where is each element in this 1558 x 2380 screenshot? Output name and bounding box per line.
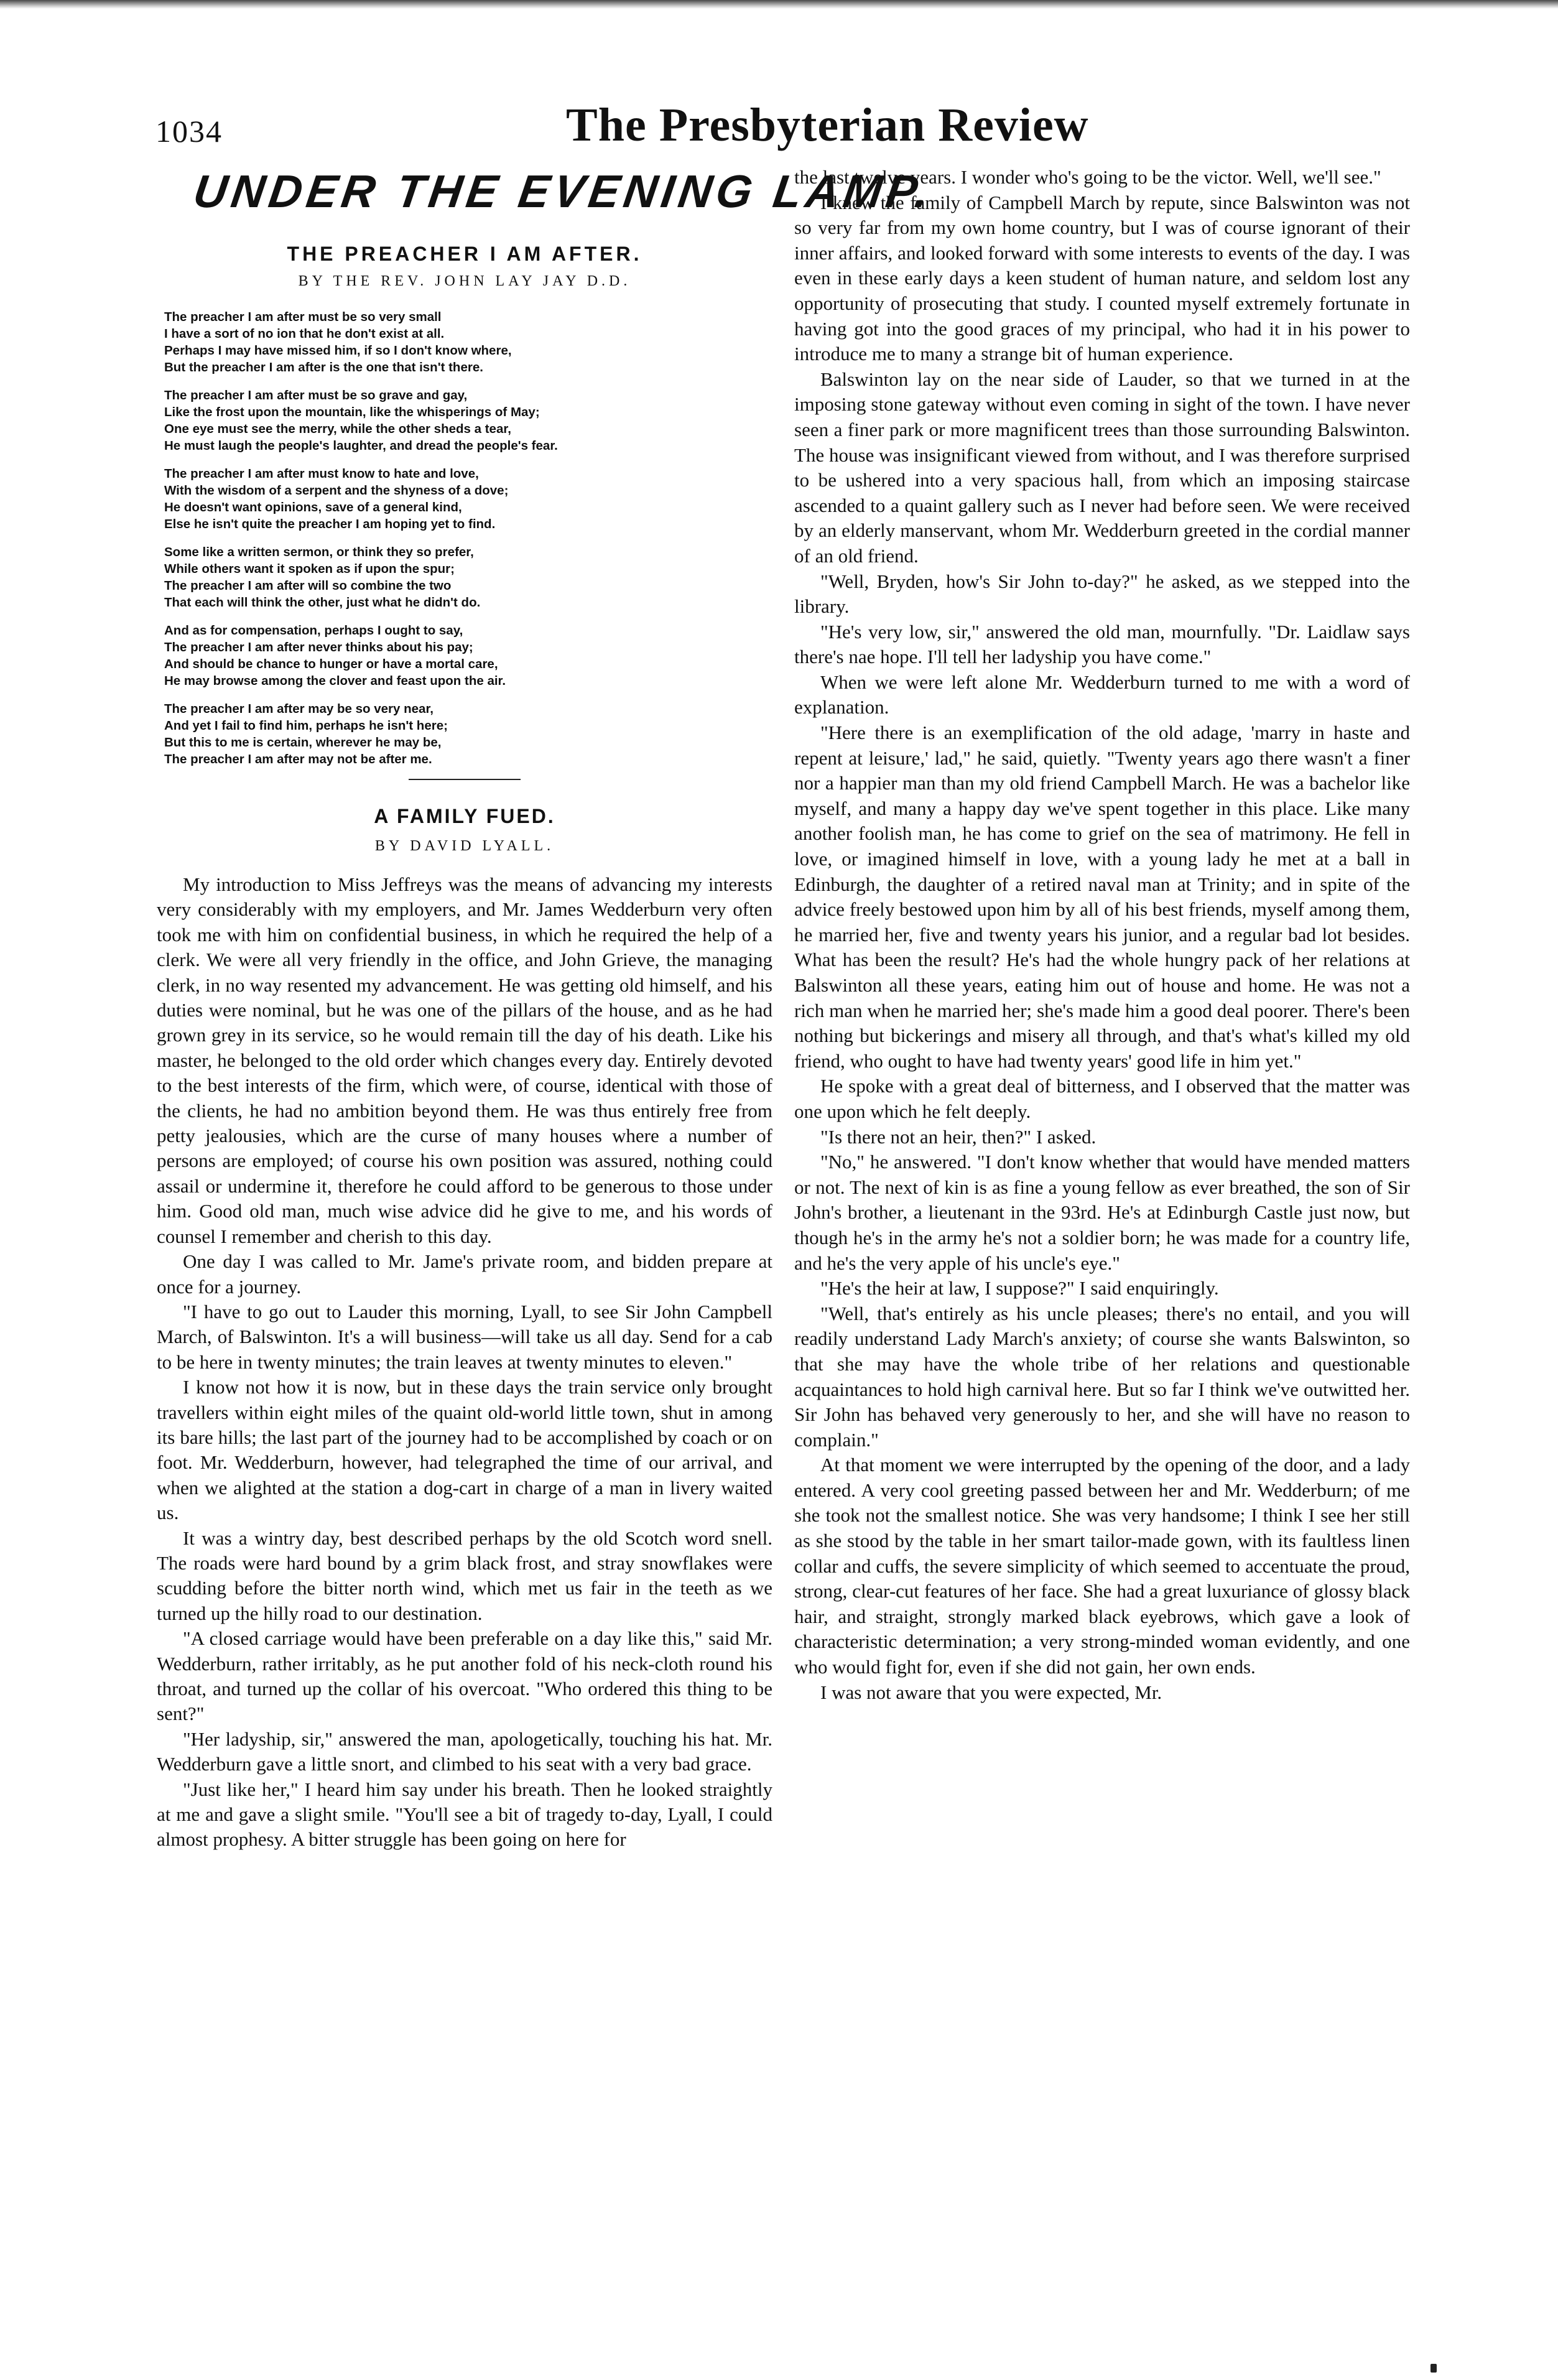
poem-stanza [164, 465, 772, 532]
poem-line: While others want it spoken as if upon the spur; [164, 562, 455, 576]
poem-line: The preacher I am after must be so very small [164, 310, 442, 324]
poem-line: That each will think the other, just what he didn't do. [164, 595, 481, 610]
poem-line: But this to me is certain, wherever he may be, [164, 735, 442, 750]
story-paragraph: My introduction to Miss Jeffreys was the means of advancing my interests very considerably with my employers, and Mr. James Wedderburn very often took me with him on confidential business, in which he required the help of a clerk. We were all very friendly in the office, and John Grieve, the managing clerk, in no way resented my advancement. He was getting old himself, and his duties were nominal, but he was one of the pillars of the house, and as he had grown grey in its service, so he would remain till the day of his death. Like his master, he belonged to the old order which changes every day. Entirely devoted to the best interests of the firm, which were, of course, identical with those of the clients, he had no ambition beyond them. He was thus entirely free from petty jealousies, which are the curse of many houses where a number of persons are employed; of course his own position was assured, nothing could assail or undermine it, therefore he could afford to be generous to those under him. Good old man, much wise advice did he give to me, and his words of counsel I remember and cherish to this day. [157, 873, 772, 1247]
story-paragraph: One day I was called to Mr. Jame's private room, and bidden prepare at once for a journey. [157, 1250, 772, 1298]
story-paragraph: "Well, Bryden, how's Sir John to-day?" he asked, as we stepped into the library. [794, 570, 1410, 618]
story-paragraph: "Just like her," I heard him say under his breath. Then he looked straightly at me and gave a slight smile. "You'll see a bit of tragedy to-day, Lyall, I could almost prophesy. A bitter struggle has been going on here for [157, 1778, 772, 1851]
page-header [155, 93, 1412, 162]
story-paragraph: At that moment we were interrupted by the opening of the door, and a lady entered. A very cool greeting passed between her and Mr. Wedderburn; of me she took not the smallest notice. She was very handsome; I think I see her still as she stood by the table in her smart tailor-made gown, with its faultless linen collar and cuffs, the severe simplicity of which seemed to accentuate the proud, strong, clear-cut features of her face. She had a great luxuriance of glossy black hair, and straight, strongly marked black eyebrows, which gave a look of characteristic determination; a very strong-minded woman evidently, and one who would fight for, even if she did not gain, her own ends. [794, 1454, 1410, 1678]
story-paragraph: "Here there is an exemplification of the old adage, 'marry in haste and repent at leisure,' lad," he said, quietly. "Twenty years ago there wasn't a finer nor a happier man than my old friend Campbell March. He was a bachelor like myself, and many a happy day we've spent together in this place. Like many another foolish man, he has come to grief on the sea of matrimony. He fell in love, or imagined himself in love, with a young lady he met at a ball in Edinburgh, the daughter of a retired naval man at Trinity; and in spite of the advice freely bestowed upon him by all of his best friends, myself among them, he married her, five and twenty years his junior, and a regular bad lot besides. What has been the result? He's had the whole hungry pack of her relations at Balswinton all these years, eating him out of house and home. He was not a rich man when he married her; she's made him a good deal poorer. There's been nothing but bickerings and misery all through, and that's what's killed my old friend, who ought to have had twenty years' good life in him yet." [794, 722, 1410, 1072]
divider-rule [409, 779, 521, 780]
poem-line: The preacher I am after may be so very near, [164, 702, 434, 716]
story-paragraph: Balswinton lay on the near side of Lauder, so that we turned in at the imposing stone gateway without even coming in sight of the town. I have never seen a finer park or more magnificent trees than those surrounding Balswinton. The house was insignificant viewed from without, and I was therefore surprised to be ushered into a very spacious hall, from which an imposing staircase ascended to a quaint gallery such as I never had before seen. We were received by an elderly manservant, whom Mr. Wedderburn greeted in the cordial manner of an old friend. [794, 368, 1411, 567]
story-paragraph: He spoke with a great deal of bitterness, and I observed that the matter was one upon which he felt deeply. [794, 1075, 1410, 1122]
poem-line: Like the frost upon the mountain, like the whisperings of May; [164, 405, 540, 419]
poem-stanza [164, 700, 772, 768]
story-body-left [157, 872, 772, 1852]
poem-line: Perhaps I may have missed him, if so I don't know where, [164, 343, 512, 358]
poem-line: And as for compensation, perhaps I ought to say, [164, 623, 463, 638]
story-paragraph: "Is there not an heir, then?" I asked. [820, 1125, 1097, 1148]
poem-line: He may browse among the clover and feast upon the air. [164, 674, 506, 688]
poem-body [157, 309, 772, 768]
poem-line: The preacher I am after must know to hate and love, [164, 467, 479, 481]
poem-line: Some like a written sermon, or think they so prefer, [164, 545, 474, 559]
journal-title: The Presbyterian Review [566, 99, 1089, 151]
poem-stanza [164, 387, 772, 454]
story-paragraph: "I have to go out to Lauder this morning, Lyall, to see Sir John Campbell March, of Balswinton. It's a will business—will take us all day. Send for a cab to be here in twenty minutes; the train leaves at twenty minutes to eleven." [157, 1300, 772, 1373]
story-paragraph: I was not aware that you were expected, Mr. [820, 1681, 1162, 1703]
story-byline: BY DAVID LYALL. [374, 838, 555, 854]
story-paragraph: I knew the family of Campbell March by repute, since Balswinton was not so very far from my own home country, but I was of course ignorant of their inner affairs, and looked forward with some interests to events of the day. I was even in these early days a keen student of human nature, and seldom lost any opportunity of prosecuting that study. I counted myself extremely fortunate in having got into the good graces of my principal, who had it in his power to introduce me to many a strange bit of human experience. [794, 191, 1410, 365]
right-column [794, 165, 1410, 1705]
story-title: A FAMILY FUED. [374, 805, 555, 827]
story-paragraph: "Well, that's entirely as his uncle pleases; there's no entail, and you will readily understand Lady March's anxiety; of course she wants Balswinton, so that she may have the whole tribe of her relations and questionable acquaintances to hold high carnival here. But so far I think we've outwitted her. Sir John has behaved very generously to her, and she will have no reason to complain." [794, 1302, 1410, 1451]
story-paragraph: the last twelve years. I wonder who's going to be the victor. Well, we'll see." [794, 166, 1381, 188]
poem-stanza [164, 544, 772, 611]
left-column [157, 165, 937, 1852]
poem-line: The preacher I am after must be so grave and gay, [164, 388, 468, 402]
poem-line: One eye must see the merry, while the other sheds a tear, [164, 422, 511, 436]
poem-stanza [164, 622, 772, 689]
poem-line: The preacher I am after may not be after me. [164, 752, 432, 766]
story-paragraph: I know not how it is now, but in these days the train service only brought travellers within eight miles of the quaint old-world little town, shut in among its bare hills; the last part of the journey had to be accomplished by coach or on foot. Mr. Wedderburn, however, had telegraphed the time of our arrival, and when we alighted at the station a dog-cart in charge of a man in livery waited us. [157, 1376, 772, 1524]
section-heading: UNDER THE EVENING LAMP. [190, 165, 937, 217]
poem-line: The preacher I am after never thinks about his pay; [164, 640, 473, 654]
poem-line: With the wisdom of a serpent and the shyness of a dove; [164, 483, 509, 498]
story-paragraph: When we were left alone Mr. Wedderburn turned to me with a word of explanation. [794, 671, 1410, 718]
poem-line: Else he isn't quite the preacher I am hoping yet to find. [164, 517, 496, 531]
story-body-right [794, 165, 1410, 1705]
page-number: 1034 [155, 114, 223, 149]
ink-speck [1430, 2364, 1437, 2373]
poem-line: He must laugh the people's laughter, and dread the people's fear. [164, 439, 558, 453]
poem-line: But the preacher I am after is the one that isn't there. [164, 360, 483, 374]
poem-stanza [164, 309, 772, 376]
poem-byline: BY THE REV. JOHN LAY JAY D.D. [298, 273, 631, 289]
story-paragraph: "Her ladyship, sir," answered the man, apologetically, touching his hat. Mr. Wedderburn gave a little snort, and climbed to his seat with a very bad grace. [157, 1727, 772, 1775]
poem-line: And should be chance to hunger or have a mortal care, [164, 657, 498, 671]
story-paragraph: "He's the heir at law, I suppose?" I said enquiringly. [820, 1277, 1219, 1299]
story-paragraph: It was a wintry day, best described perhaps by the old Scotch word snell. The roads were hard bound by a grim black frost, and stray snowflakes were scudding before the bitter north wind, which met us fair in the teeth as we turned up the hilly road to our destination. [157, 1527, 772, 1624]
poem-line: He doesn't want opinions, save of a general kind, [164, 500, 462, 514]
story-paragraph: "A closed carriage would have been preferable on a day like this," said Mr. Wedderburn, rather irritably, as he put another fold of his neck-cloth round his throat, and turned up the collar of his overcoat. "Who ordered this thing to be sent?" [157, 1627, 772, 1725]
poem-title: THE PREACHER I AM AFTER. [287, 243, 642, 265]
poem-line: I have a sort of no ion that he don't exist at all. [164, 327, 445, 341]
poem-line: The preacher I am after will so combine the two [164, 579, 452, 593]
poem-line: And yet I fail to find him, perhaps he isn't here; [164, 718, 448, 733]
story-paragraph: "No," he answered. "I don't know whether that would have mended matters or not. The next of kin is as fine a young fellow as ever breathed, the son of Sir John's brother, a lieutenant in the 93rd. He's at Edinburgh Castle just now, but though he's in the army he's not a soldier born; he was made for a country life, and he's the very apple of his uncle's eye." [794, 1151, 1410, 1274]
story-paragraph: "He's very low, sir," answered the old man, mournfully. "Dr. Laidlaw says there's nae hope. I'll tell her ladyship you have come." [794, 620, 1410, 668]
scan-edge-shadow [0, 0, 1558, 9]
